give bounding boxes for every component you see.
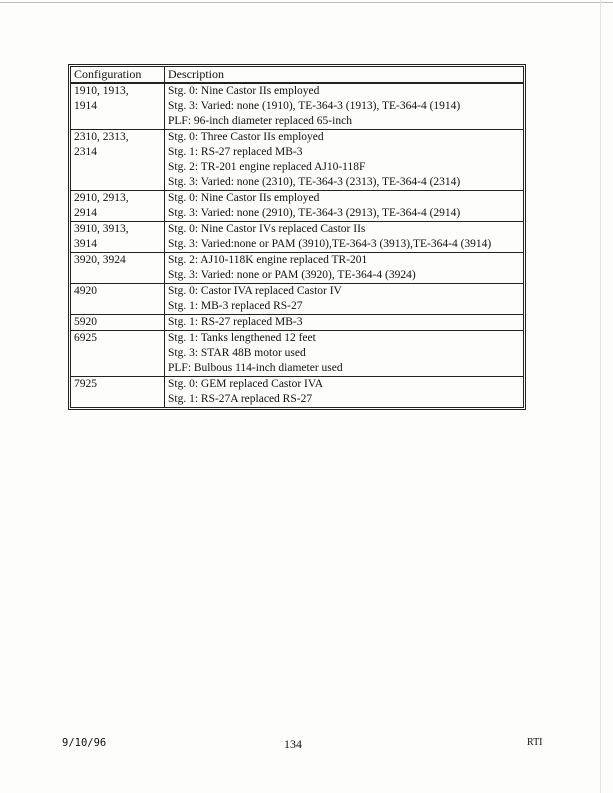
configuration-text: 4920 [74,285,97,297]
table-row [71,82,523,129]
description-line: Stg. 2: AJ10-118K engine replaced TR-201 [168,254,368,266]
footer-date: 9/10/96 [62,737,107,749]
configuration-cell [71,191,165,221]
description-cell [165,222,523,252]
header-configuration: Configuration [71,67,165,82]
configuration-text: 6925 [74,332,97,344]
configuration-cell [71,222,165,252]
table-row [71,221,523,252]
configuration-cell [71,84,165,129]
description-cell [165,331,523,376]
configuration-text: 1910, 1913, [74,85,129,97]
table-row [71,376,523,407]
configuration-cell [71,331,165,376]
table-row [71,252,523,283]
description-line: PLF: Bulbous 114-inch diameter used [168,362,343,374]
table-row [71,330,523,376]
page-number: 134 [284,737,302,751]
description-line: Stg. 3: STAR 48B motor used [168,347,306,359]
description-cell [165,377,523,407]
configuration-cell [71,315,165,330]
description-line: Stg. 1: RS-27 replaced MB-3 [168,316,303,328]
configuration-text: 5920 [74,316,97,328]
table-row [71,129,523,190]
top-rule [0,2,613,3]
description-line: Stg. 0: Nine Castor IVs replaced Castor IIs [168,223,366,235]
description-line: Stg. 3: Varied: none (1910), TE-364-3 (1913), TE-364-4 (1914) [168,100,461,112]
configuration-text: 2914 [74,207,97,219]
configuration-cell [71,284,165,314]
table-header-row [71,67,523,82]
description-line: Stg. 1: RS-27A replaced RS-27 [168,393,313,405]
right-rule [600,0,601,793]
description-cell [165,253,523,283]
description-cell [165,191,523,221]
footer-org: RTI [527,737,543,748]
description-cell [165,130,523,190]
configuration-text: 2910, 2913, [74,192,129,204]
description-cell [165,284,523,314]
table-body [71,82,523,407]
description-cell [165,84,523,129]
configuration-cell [71,377,165,407]
description-line: Stg. 1: RS-27 replaced MB-3 [168,146,303,158]
description-line: Stg. 2: TR-201 engine replaced AJ10-118F [168,161,366,173]
description-line: Stg. 3: Varied: none (2910), TE-364-3 (2913), TE-364-4 (2914) [168,207,461,219]
configuration-cell [71,130,165,190]
configuration-cell [71,253,165,283]
configuration-table [68,64,526,410]
description-line: Stg. 3: Varied:none or PAM (3910),TE-364-3 (3913),TE-364-4 (3914) [168,238,492,250]
description-cell [165,315,523,330]
table-row [71,190,523,221]
table-row [71,314,523,330]
configuration-text: 3910, 3913, [74,223,129,235]
configuration-text: 3920, 3924 [74,254,126,266]
description-line: PLF: 96-inch diameter replaced 65-inch [168,115,352,127]
description-line: Stg. 3: Varied: none or PAM (3920), TE-364-4 (3924) [168,269,416,281]
description-line: Stg. 0: GEM replaced Castor IVA [168,378,324,390]
header-description: Description [168,67,224,81]
description-line: Stg. 0: Three Castor IIs employed [168,131,324,143]
description-line: Stg. 0: Nine Castor IIs employed [168,85,320,97]
configuration-text: 2310, 2313, [74,131,129,143]
configuration-text: 2314 [74,146,97,158]
description-line: Stg. 3: Varied: none (2310), TE-364-3 (2313), TE-364-4 (2314) [168,176,461,188]
configuration-text: 1914 [74,100,97,112]
description-line: Stg. 0: Nine Castor IIs employed [168,192,320,204]
description-line: Stg. 0: Castor IVA replaced Castor IV [168,285,342,297]
description-line: Stg. 1: MB-3 replaced RS-27 [168,300,303,312]
description-line: Stg. 1: Tanks lengthened 12 feet [168,332,316,344]
configuration-text: 3914 [74,238,97,250]
configuration-text: 7925 [74,378,97,390]
table-row [71,283,523,314]
